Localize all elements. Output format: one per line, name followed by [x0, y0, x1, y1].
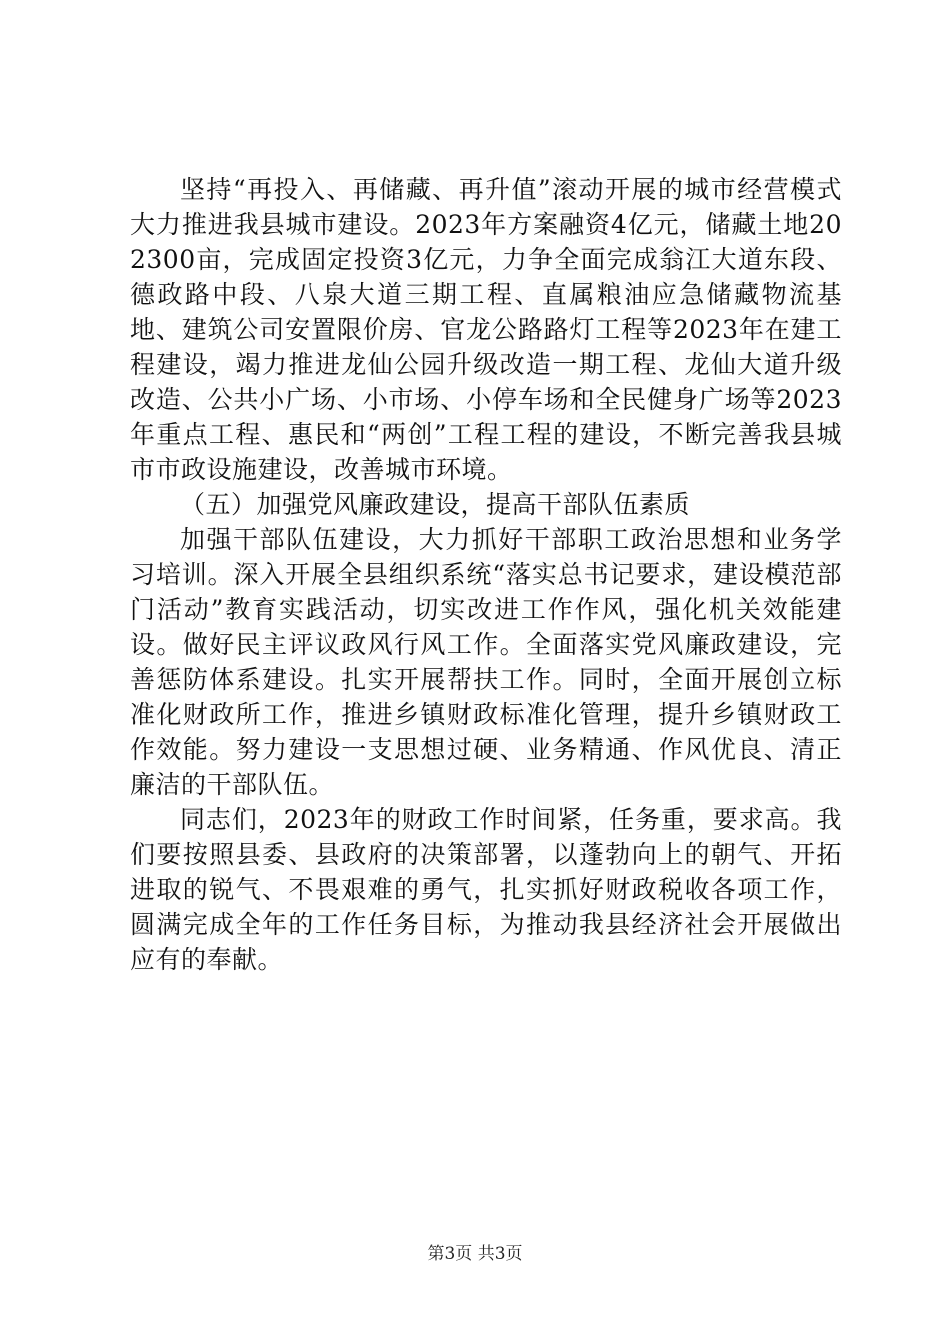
document-body [130, 172, 842, 977]
section-heading-5: （五）加强党风廉政建设，提高干部队伍素质 [180, 490, 691, 519]
page-number-footer: 第3页 共3页 [427, 1244, 523, 1264]
paragraph-cadre-team: 加强干部队伍建设，大力抓好干部职工政治思想和业务学习培训。深入开展全县组织系统“落实总书记要求，建设模范部门活动”教育实践活动，切实改进工作作风，强化机关效能建设。做好民主评议政风行风工作。全面落实党风廉政建设，完善惩防体系建设。扎实开展帮扶工作。同时，全面开展创立标准化财政所工作，推进乡镇财政标准化管理，提升乡镇财政工作效能。努力建设一支思想过硬、业务精通、作风优良、清正廉洁的干部队伍。 [130, 525, 842, 799]
paragraph-urban-construction: 坚持“再投入、再储藏、再升值”滚动开展的城市经营模式大力推进我县城市建设。2023年方案融资4亿元，储藏土地202300亩，完成固定投资3亿元，力争全面完成翁江大道东段、德政路中段、八泉大道三期工程、直属粮油应急储藏物流基地、建筑公司安置限价房、官龙公路路灯工程等2023年在建工程建设，竭力推进龙仙公园升级改造一期工程、龙仙大道升级改造、公共小广场、小市场、小停车场和全民健身广场等2023年重点工程、惠民和“两创”工程工程的建设，不断完善我县城市市政设施建设，改善城市环境。 [130, 175, 842, 484]
paragraph-closing: 同志们，2023年的财政工作时间紧，任务重，要求高。我们要按照县委、县政府的决策部署，以蓬勃向上的朝气、开拓进取的锐气、不畏艰难的勇气，扎实抓好财政税收各项工作，圆满完成全年的工作任务目标，为推动我县经济社会开展做出应有的奉献。 [130, 805, 842, 974]
